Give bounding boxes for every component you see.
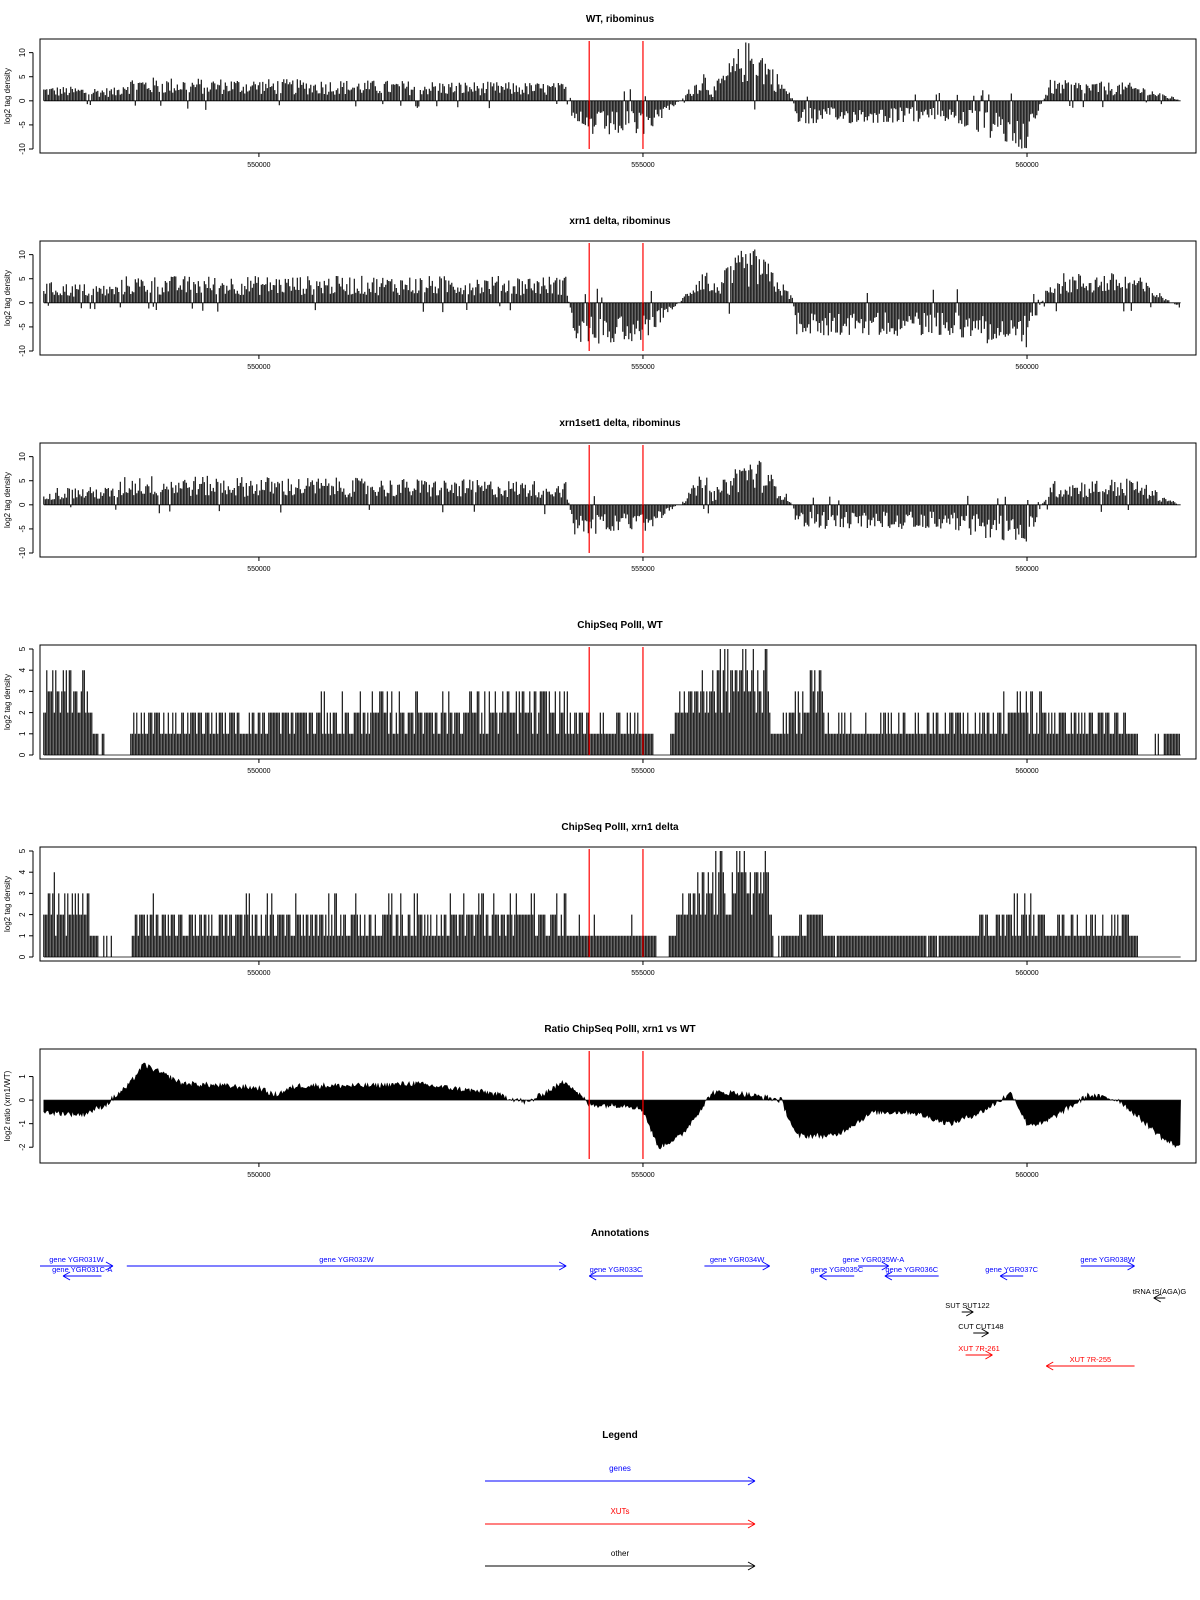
- x-axis: [247, 153, 1039, 169]
- x-tick-label: 555000: [631, 566, 655, 573]
- x-tick-label: 560000: [1015, 162, 1039, 169]
- x-tick-label: 550000: [247, 566, 271, 573]
- y-axis: [3, 646, 33, 757]
- y-tick-label: 3: [18, 689, 27, 694]
- x-tick-label: 550000: [247, 364, 271, 371]
- x-tick-label: 550000: [247, 162, 271, 169]
- legend-item-other: [485, 1549, 755, 1570]
- panel-3: [3, 418, 1196, 573]
- legend-arrow: [485, 1477, 755, 1485]
- y-axis-label: log2 tag density: [3, 875, 12, 933]
- y-tick-label: 4: [18, 869, 27, 875]
- x-tick-label: 555000: [631, 162, 655, 169]
- x-tick-label: 555000: [631, 1172, 655, 1179]
- y-tick-label: 2: [18, 710, 27, 715]
- panel-2: [3, 216, 1196, 371]
- legend-label: genes: [609, 1464, 631, 1473]
- y-axis-label: log2 tag density: [3, 67, 12, 125]
- panel-title: ChipSeq PolII, WT: [577, 620, 663, 631]
- y-axis: [3, 48, 33, 155]
- y-tick-label: -10: [18, 345, 27, 357]
- data-track: [44, 43, 1181, 149]
- annotations-title: Annotations: [590, 1228, 650, 1239]
- y-axis: [3, 1070, 33, 1150]
- y-tick-label: 5: [18, 646, 27, 652]
- y-tick-label: 1: [18, 731, 27, 737]
- y-tick-label: -2: [18, 1143, 27, 1151]
- feature-label: gene YGR035W-A: [842, 1255, 905, 1264]
- x-tick-label: 560000: [1015, 364, 1039, 371]
- feature-label: gene YGR032W: [319, 1255, 374, 1264]
- feature-9: [985, 1265, 1038, 1280]
- feature-label: gene YGR031C-A: [52, 1265, 113, 1274]
- y-axis: [3, 452, 33, 559]
- data-track: [44, 461, 1181, 542]
- y-tick-label: 1: [18, 1074, 27, 1079]
- y-tick-label: 2: [18, 912, 27, 917]
- annotations: [40, 1228, 1186, 1370]
- feature-label: gene YGR038W: [1080, 1255, 1135, 1264]
- feature-label: gene YGR031W: [49, 1255, 104, 1264]
- signal-bars: [44, 649, 1180, 755]
- signal-bars: [44, 851, 1138, 957]
- feature-6: [810, 1265, 863, 1280]
- x-tick-label: 550000: [247, 1172, 271, 1179]
- y-axis-label: log2 ratio (xrn1/WT): [3, 1070, 12, 1142]
- y-tick-label: 0: [18, 300, 27, 306]
- data-track: [44, 250, 1181, 348]
- y-tick-label: -1: [18, 1120, 27, 1128]
- feature-14: [958, 1344, 1000, 1359]
- x-axis: [247, 961, 1039, 977]
- y-tick-label: -5: [18, 525, 27, 533]
- panel-title: WT, ribominus: [585, 14, 655, 25]
- legend-title: Legend: [602, 1430, 638, 1441]
- feature-label: gene YGR036C: [885, 1265, 939, 1274]
- y-axis: [3, 250, 33, 357]
- feature-2: [52, 1265, 112, 1280]
- y-tick-label: 0: [18, 1097, 27, 1103]
- y-tick-label: -10: [18, 547, 27, 559]
- y-tick-label: 0: [18, 954, 27, 960]
- feature-5: [704, 1255, 769, 1270]
- ratio-area: [44, 1063, 1181, 1149]
- feature-13: [958, 1322, 1003, 1337]
- signal-bars: [44, 43, 1178, 149]
- feature-label: SUT SUT122: [945, 1301, 990, 1310]
- panel-4: [3, 620, 1196, 775]
- panel-1: [3, 14, 1196, 169]
- y-tick-label: 10: [18, 48, 27, 58]
- x-axis: [247, 355, 1039, 371]
- feature-label: gene YGR035C: [810, 1265, 864, 1274]
- x-tick-label: 560000: [1015, 970, 1039, 977]
- data-track: [44, 649, 1181, 755]
- y-tick-label: 5: [18, 74, 27, 79]
- y-tick-label: 4: [18, 667, 27, 673]
- feature-label: gene YGR033C: [589, 1265, 643, 1274]
- y-tick-label: 0: [18, 98, 27, 104]
- x-tick-label: 555000: [631, 768, 655, 775]
- x-tick-label: 555000: [631, 364, 655, 371]
- y-tick-label: -5: [18, 121, 27, 129]
- legend-label: XUTs: [610, 1507, 630, 1516]
- y-tick-label: 10: [18, 452, 27, 462]
- feature-label: gene YGR034W: [709, 1255, 765, 1264]
- panel-6: [3, 1024, 1196, 1179]
- data-track: [44, 1063, 1181, 1149]
- signal-bars: [44, 461, 1177, 542]
- x-tick-label: 560000: [1015, 1172, 1039, 1179]
- legend: [485, 1430, 755, 1570]
- feature-15: [1046, 1355, 1134, 1370]
- panel-title: ChipSeq PolII, xrn1 delta: [561, 822, 679, 833]
- x-tick-label: 550000: [247, 768, 271, 775]
- feature-10: [1080, 1255, 1135, 1270]
- feature-label: tRNA tS(AGA)G: [1132, 1287, 1187, 1296]
- y-tick-label: 5: [18, 276, 27, 281]
- x-axis: [247, 557, 1039, 573]
- x-tick-label: 560000: [1015, 566, 1039, 573]
- y-axis: [3, 848, 33, 959]
- x-axis: [247, 1163, 1039, 1179]
- y-tick-label: 10: [18, 250, 27, 260]
- y-tick-label: 0: [18, 502, 27, 508]
- x-tick-label: 550000: [247, 970, 271, 977]
- y-tick-label: 3: [18, 891, 27, 896]
- feature-8: [885, 1265, 939, 1280]
- panel-title: Ratio ChipSeq PolII, xrn1 vs WT: [544, 1024, 696, 1035]
- feature-12: [945, 1301, 989, 1316]
- y-tick-label: 1: [18, 933, 27, 939]
- legend-label: other: [610, 1549, 630, 1558]
- feature-11: [1133, 1287, 1187, 1302]
- y-axis-label: log2 tag density: [3, 269, 12, 327]
- y-axis-label: log2 tag density: [3, 471, 12, 529]
- feature-label: CUT CUT148: [958, 1322, 1004, 1331]
- legend-item-xuts: [485, 1507, 755, 1528]
- feature-label: XUT 7R-255: [1069, 1355, 1112, 1364]
- legend-arrow: [485, 1562, 755, 1570]
- y-axis-label: log2 tag density: [3, 673, 12, 731]
- legend-item-genes: [485, 1464, 755, 1485]
- signal-bars: [44, 250, 1180, 348]
- data-track: [44, 851, 1181, 957]
- feature-label: XUT 7R-261: [958, 1344, 1000, 1353]
- y-tick-label: 5: [18, 478, 27, 483]
- y-tick-label: 0: [18, 752, 27, 758]
- feature-3: [127, 1255, 566, 1270]
- x-tick-label: 560000: [1015, 768, 1039, 775]
- y-tick-label: -5: [18, 323, 27, 331]
- y-tick-label: 5: [18, 848, 27, 854]
- legend-arrow: [485, 1520, 755, 1528]
- y-tick-label: -10: [18, 143, 27, 155]
- feature-4: [589, 1265, 643, 1280]
- x-tick-label: 555000: [631, 970, 655, 977]
- panel-title: xrn1set1 delta, ribominus: [559, 418, 681, 429]
- x-axis: [247, 759, 1039, 775]
- feature-label: gene YGR037C: [985, 1265, 1039, 1274]
- panel-title: xrn1 delta, ribominus: [569, 216, 671, 227]
- panel-5: [3, 822, 1196, 977]
